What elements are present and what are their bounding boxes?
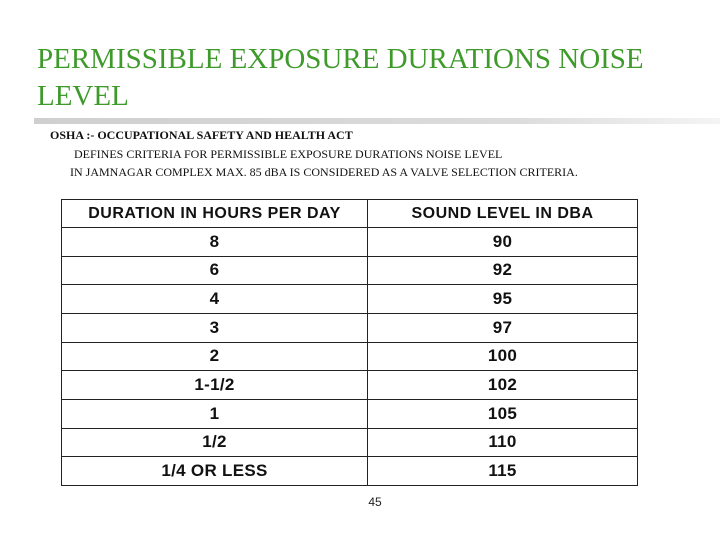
table-row	[62, 342, 638, 371]
sound-level-cell: 115	[368, 457, 638, 486]
sound-level-cell: 105	[368, 399, 638, 428]
duration-cell: 1-1/2	[62, 371, 368, 400]
table-row	[62, 256, 638, 285]
table-row	[62, 428, 638, 457]
noise-exposure-table	[61, 199, 638, 486]
duration-cell: 4	[62, 285, 368, 314]
criteria-description-line: DEFINES CRITERIA FOR PERMISSIBLE EXPOSURE DURATIONS NOISE LEVEL	[74, 147, 503, 161]
duration-cell: 6	[62, 256, 368, 285]
duration-cell: 8	[62, 228, 368, 257]
sound-level-cell: 100	[368, 342, 638, 371]
duration-cell: 1	[62, 399, 368, 428]
page-number: 45	[368, 495, 382, 509]
sound-level-cell: 90	[368, 228, 638, 257]
sound-level-cell: 95	[368, 285, 638, 314]
sound-level-cell: 102	[368, 371, 638, 400]
osha-definition-line: OSHA :- OCCUPATIONAL SAFETY AND HEALTH ACT	[50, 128, 353, 142]
jamnagar-criteria-line: IN JAMNAGAR COMPLEX MAX. 85 dBA IS CONSIDERED AS A VALVE SELECTION CRITERIA.	[70, 165, 578, 179]
table-row	[62, 371, 638, 400]
table-row	[62, 228, 638, 257]
duration-cell: 1/4 OR LESS	[62, 457, 368, 486]
sound-level-cell: 97	[368, 313, 638, 342]
sound-level-cell: 92	[368, 256, 638, 285]
duration-cell: 2	[62, 342, 368, 371]
slide-title: PERMISSIBLE EXPOSURE DURATIONS NOISE LEVEL	[37, 43, 644, 112]
duration-cell: 1/2	[62, 428, 368, 457]
header-sound-level: SOUND LEVEL IN DBA	[368, 200, 638, 228]
duration-cell: 3	[62, 313, 368, 342]
table-row	[62, 285, 638, 314]
table-row	[62, 457, 638, 486]
table-row	[62, 399, 638, 428]
sound-level-cell: 110	[368, 428, 638, 457]
table-header-row	[62, 200, 638, 228]
title-divider	[34, 118, 720, 124]
header-duration: DURATION IN HOURS PER DAY	[62, 200, 368, 228]
table-row	[62, 313, 638, 342]
